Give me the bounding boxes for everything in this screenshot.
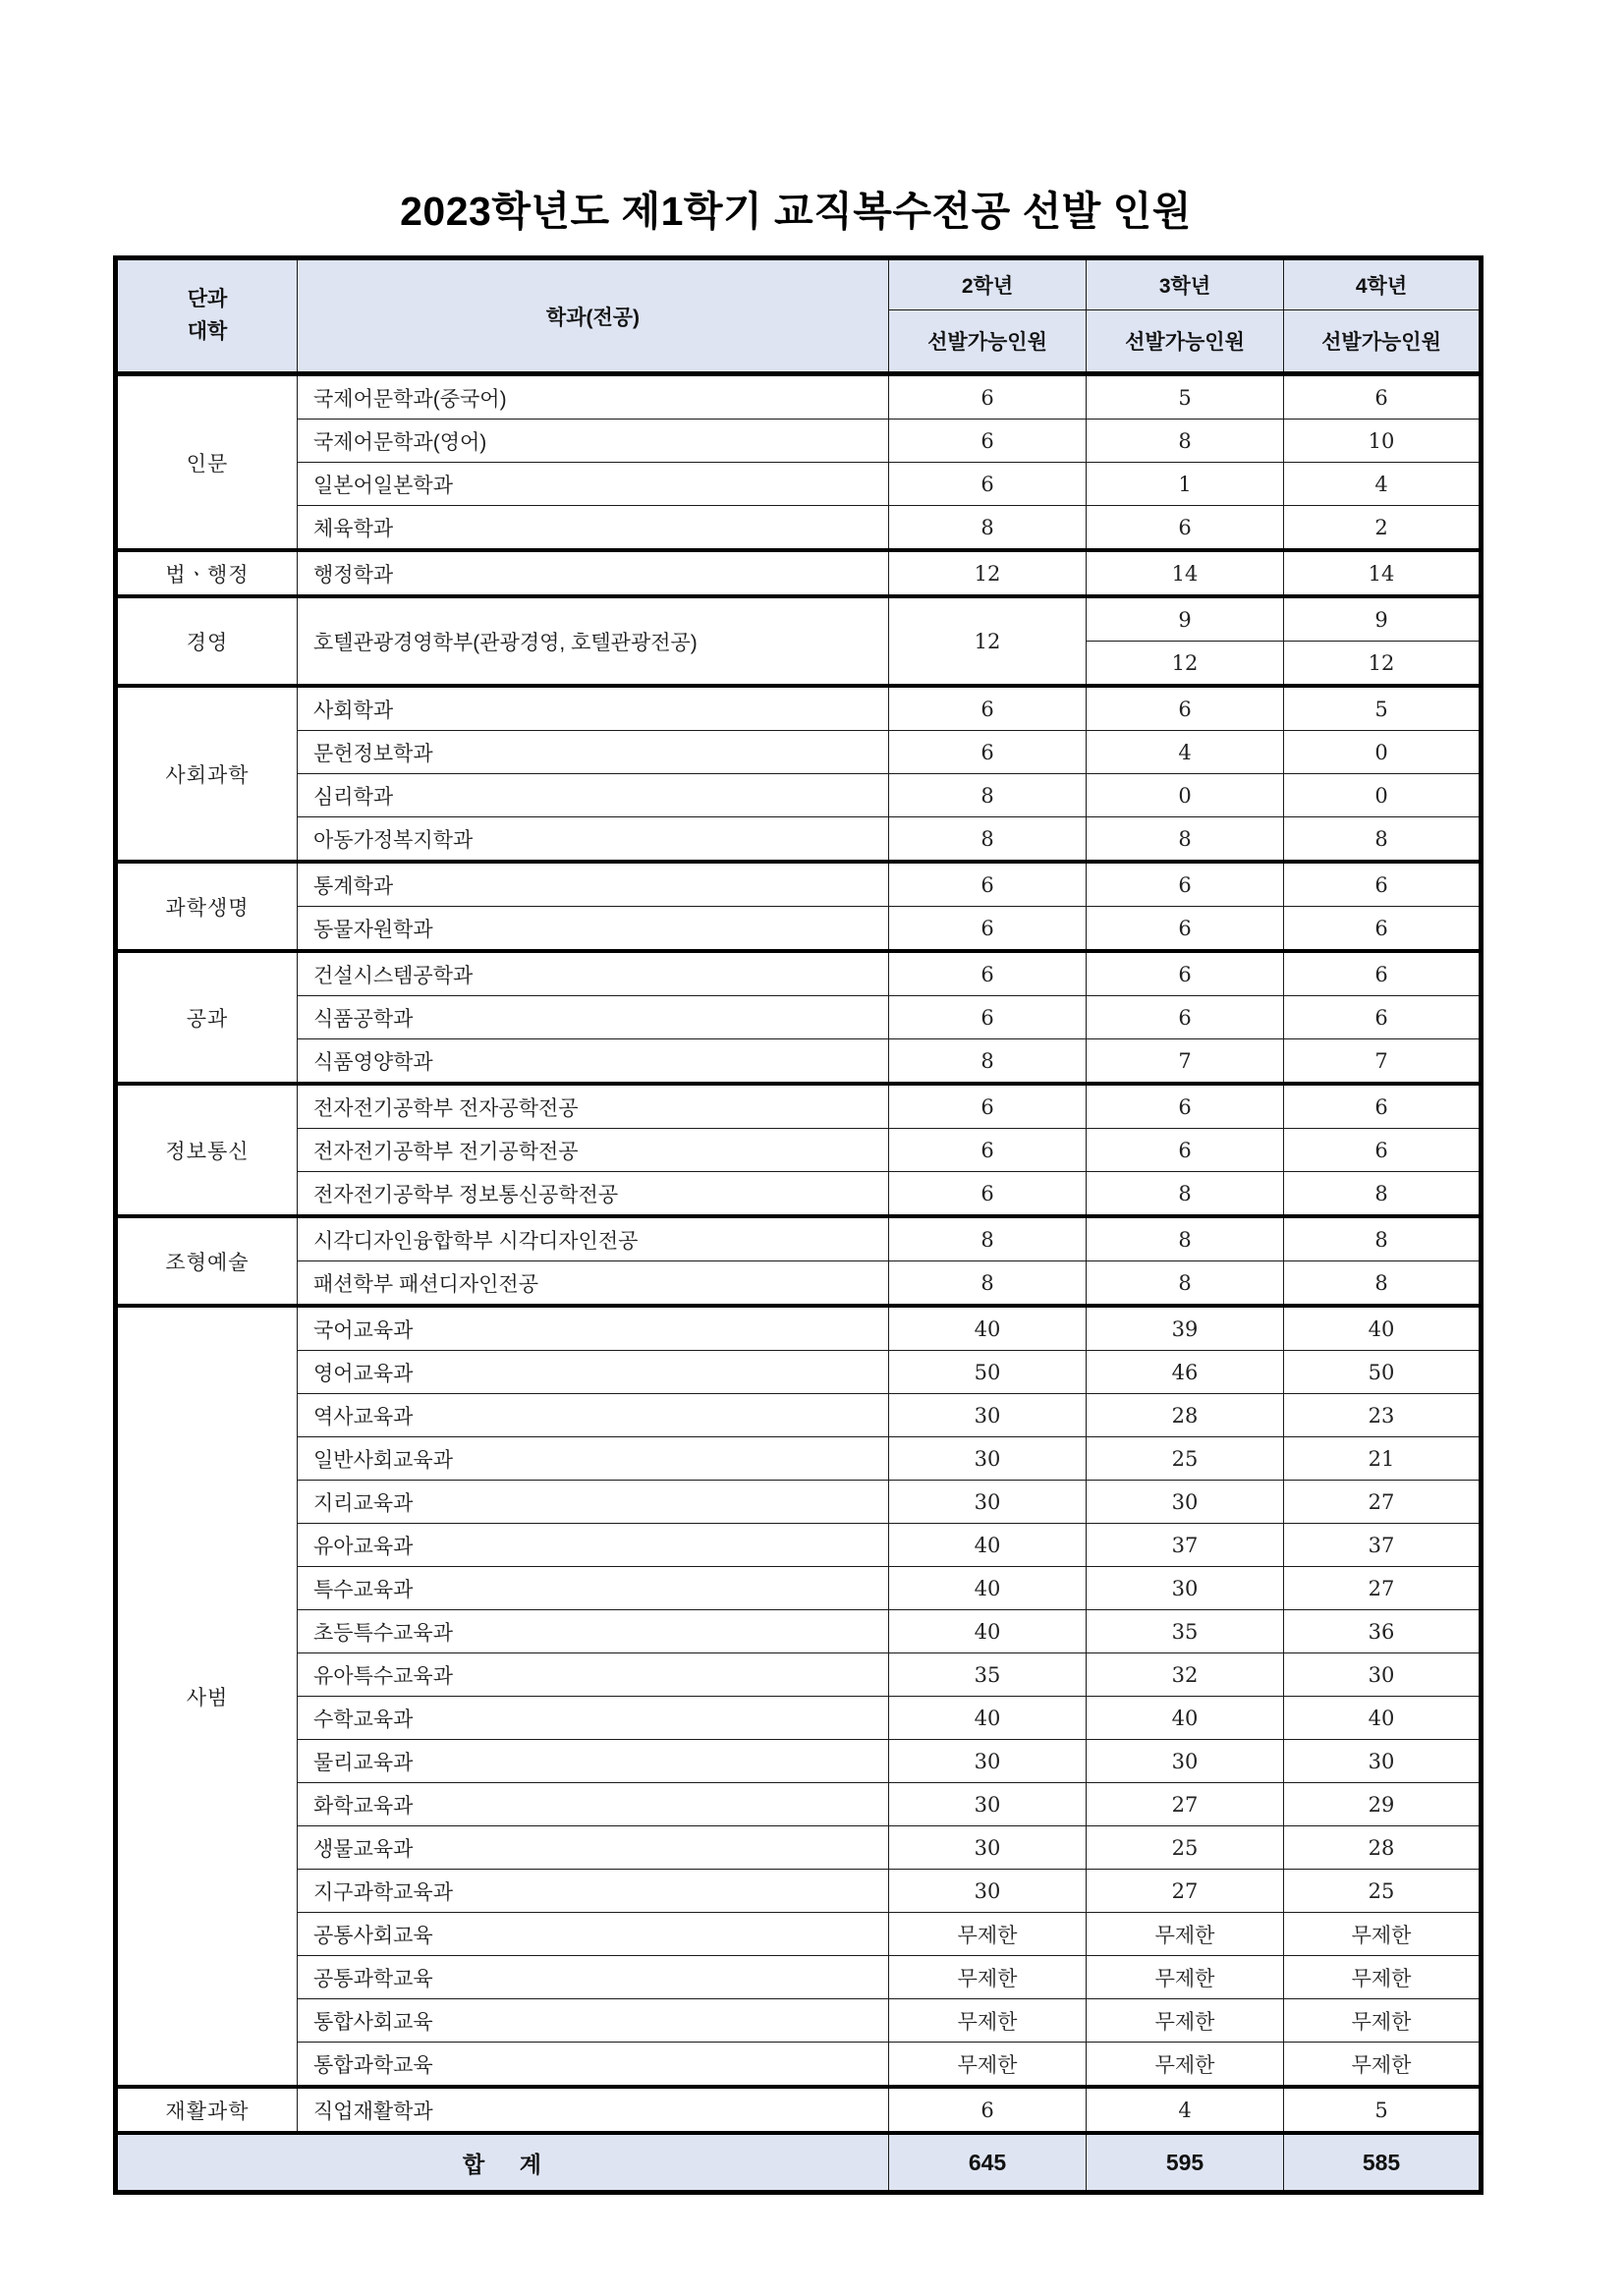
value-cell: 40	[889, 1306, 1087, 1351]
header-grade-2: 2학년	[889, 258, 1087, 310]
table-row	[116, 862, 1482, 907]
value-cell: 5	[1284, 686, 1482, 731]
value-cell: 40	[1087, 1697, 1284, 1740]
table-row	[116, 1084, 1482, 1129]
value-cell: 2	[1284, 506, 1482, 551]
dept-cell: 식품공학과	[298, 996, 889, 1039]
value-cell: 6	[889, 907, 1087, 952]
value-cell: 14	[1087, 550, 1284, 596]
value-cell: 8	[889, 1039, 1087, 1085]
table-row	[116, 1826, 1482, 1870]
table-row	[116, 1129, 1482, 1172]
dept-cell: 문헌정보학과	[298, 731, 889, 774]
table-row	[116, 420, 1482, 463]
dept-cell: 전자전기공학부 전기공학전공	[298, 1129, 889, 1172]
dept-cell: 직업재활학과	[298, 2087, 889, 2133]
value-cell: 무제한	[1087, 1956, 1284, 1999]
dept-cell: 아동가정복지학과	[298, 817, 889, 863]
value-cell: 무제한	[1284, 1913, 1482, 1956]
value-cell: 8	[889, 506, 1087, 551]
value-cell: 40	[889, 1697, 1087, 1740]
value-cell: 30	[889, 1481, 1087, 1524]
table-row	[116, 686, 1482, 731]
dept-cell: 유아특수교육과	[298, 1653, 889, 1697]
page-title: 2023학년도 제1학기 교직복수전공 선발 인원	[400, 189, 1192, 234]
table-row	[116, 1216, 1482, 1261]
value-cell: 6	[1284, 1129, 1482, 1172]
dept-cell: 국어교육과	[298, 1306, 889, 1351]
college-cell: 정보통신	[116, 1084, 298, 1216]
dept-cell: 건설시스템공학과	[298, 951, 889, 996]
college-cell: 과학생명	[116, 862, 298, 951]
value-cell: 6	[889, 862, 1087, 907]
value-cell: 8	[1087, 1261, 1284, 1307]
value-cell: 27	[1284, 1481, 1482, 1524]
value-cell: 6	[1284, 996, 1482, 1039]
table-row	[116, 2087, 1482, 2133]
value-cell: 0	[1284, 731, 1482, 774]
value-cell: 50	[889, 1351, 1087, 1394]
value-cell: 6	[889, 731, 1087, 774]
header-college	[116, 258, 298, 374]
total-row	[116, 2133, 1482, 2193]
table-row	[116, 1394, 1482, 1437]
value-cell: 8	[1087, 817, 1284, 863]
table-row	[116, 1261, 1482, 1307]
total-label: 합 계	[116, 2133, 889, 2193]
value-cell: 6	[889, 2087, 1087, 2133]
value-cell: 30	[1087, 1567, 1284, 1610]
table-row	[116, 2043, 1482, 2088]
value-cell: 37	[1087, 1524, 1284, 1567]
value-cell: 8	[1284, 817, 1482, 863]
dept-cell: 특수교육과	[298, 1567, 889, 1610]
value-cell: 37	[1284, 1524, 1482, 1567]
value-cell: 9	[1087, 596, 1284, 642]
dept-cell: 물리교육과	[298, 1740, 889, 1783]
value-cell: 6	[1087, 907, 1284, 952]
value-cell: 30	[889, 1826, 1087, 1870]
dept-cell: 공통사회교육	[298, 1913, 889, 1956]
value-cell: 27	[1087, 1783, 1284, 1826]
total-value-cell: 585	[1284, 2133, 1482, 2193]
table-row	[116, 731, 1482, 774]
value-cell: 6	[1284, 862, 1482, 907]
value-cell: 8	[1087, 1216, 1284, 1261]
table-row	[116, 463, 1482, 506]
table-row	[116, 1610, 1482, 1653]
value-cell: 28	[1087, 1394, 1284, 1437]
dept-cell: 공통과학교육	[298, 1956, 889, 1999]
value-cell: 6	[889, 951, 1087, 996]
value-cell: 40	[889, 1610, 1087, 1653]
header-department: 학과(전공)	[298, 258, 889, 374]
value-cell: 12	[889, 596, 1087, 686]
college-cell: 공과	[116, 951, 298, 1084]
value-cell: 30	[1087, 1481, 1284, 1524]
value-cell: 5	[1087, 374, 1284, 420]
table-row	[116, 1306, 1482, 1351]
table-row	[116, 1351, 1482, 1394]
value-cell: 무제한	[1284, 1999, 1482, 2043]
table-row	[116, 1913, 1482, 1956]
dept-cell: 시각디자인융합학부 시각디자인전공	[298, 1216, 889, 1261]
value-cell: 30	[889, 1783, 1087, 1826]
dept-cell: 화학교육과	[298, 1783, 889, 1826]
value-cell: 23	[1284, 1394, 1482, 1437]
value-cell: 30	[889, 1394, 1087, 1437]
value-cell: 12	[1087, 642, 1284, 687]
value-cell: 25	[1087, 1437, 1284, 1481]
value-cell: 25	[1087, 1826, 1284, 1870]
value-cell: 6	[1087, 1084, 1284, 1129]
value-cell: 8	[889, 817, 1087, 863]
value-cell: 21	[1284, 1437, 1482, 1481]
value-cell: 10	[1284, 420, 1482, 463]
value-cell: 12	[1284, 642, 1482, 687]
dept-cell: 일반사회교육과	[298, 1437, 889, 1481]
dept-cell: 생물교육과	[298, 1826, 889, 1870]
value-cell: 6	[889, 420, 1087, 463]
dept-cell: 수학교육과	[298, 1697, 889, 1740]
value-cell: 8	[1284, 1172, 1482, 1217]
college-cell: 인문	[116, 374, 298, 551]
value-cell: 1	[1087, 463, 1284, 506]
dept-cell: 체육학과	[298, 506, 889, 551]
value-cell: 25	[1284, 1870, 1482, 1913]
value-cell: 0	[1284, 774, 1482, 817]
table-row	[116, 1783, 1482, 1826]
value-cell: 7	[1284, 1039, 1482, 1085]
value-cell: 무제한	[889, 2043, 1087, 2088]
table-row	[116, 374, 1482, 420]
dept-cell: 지구과학교육과	[298, 1870, 889, 1913]
dept-cell: 호텔관광경영학부(관광경영, 호텔관광전공)	[298, 596, 889, 686]
value-cell: 8	[1284, 1261, 1482, 1307]
value-cell: 6	[889, 463, 1087, 506]
value-cell: 0	[1087, 774, 1284, 817]
value-cell: 무제한	[1087, 1999, 1284, 2043]
selection-table	[113, 255, 1484, 2195]
value-cell: 무제한	[889, 1999, 1087, 2043]
table-row	[116, 1956, 1482, 1999]
dept-cell: 동물자원학과	[298, 907, 889, 952]
value-cell: 6	[1284, 1084, 1482, 1129]
value-cell: 6	[1284, 907, 1482, 952]
value-cell: 6	[1284, 951, 1482, 996]
value-cell: 40	[1284, 1306, 1482, 1351]
dept-cell: 식품영양학과	[298, 1039, 889, 1085]
table-header	[116, 258, 1482, 374]
value-cell: 4	[1087, 731, 1284, 774]
table-row	[116, 1481, 1482, 1524]
value-cell: 50	[1284, 1351, 1482, 1394]
table-row	[116, 1524, 1482, 1567]
table-row	[116, 550, 1482, 596]
college-cell: 조형예술	[116, 1216, 298, 1306]
value-cell: 6	[889, 374, 1087, 420]
value-cell: 28	[1284, 1826, 1482, 1870]
value-cell: 6	[1087, 506, 1284, 551]
dept-cell: 일본어일본학과	[298, 463, 889, 506]
header-college-line2: 대학	[187, 319, 228, 343]
value-cell: 40	[1284, 1697, 1482, 1740]
dept-cell: 영어교육과	[298, 1351, 889, 1394]
value-cell: 32	[1087, 1653, 1284, 1697]
college-cell: 경영	[116, 596, 298, 686]
table-body	[116, 374, 1482, 2193]
dept-cell: 통계학과	[298, 862, 889, 907]
table-row	[116, 1740, 1482, 1783]
header-sub-2: 선발가능인원	[889, 310, 1087, 374]
table-row	[116, 996, 1482, 1039]
value-cell: 9	[1284, 596, 1482, 642]
value-cell: 4	[1087, 2087, 1284, 2133]
table-row	[116, 596, 1482, 642]
value-cell: 40	[889, 1567, 1087, 1610]
value-cell: 무제한	[889, 1913, 1087, 1956]
header-grade-3: 3학년	[1087, 258, 1284, 310]
value-cell: 6	[1087, 996, 1284, 1039]
value-cell: 7	[1087, 1039, 1284, 1085]
dept-cell: 전자전기공학부 정보통신공학전공	[298, 1172, 889, 1217]
value-cell: 35	[889, 1653, 1087, 1697]
value-cell: 30	[1284, 1740, 1482, 1783]
college-cell: 사범	[116, 1306, 298, 2087]
table-row	[116, 1870, 1482, 1913]
value-cell: 무제한	[889, 1956, 1087, 1999]
value-cell: 27	[1284, 1567, 1482, 1610]
value-cell: 무제한	[1284, 1956, 1482, 1999]
dept-cell: 심리학과	[298, 774, 889, 817]
table-row	[116, 1697, 1482, 1740]
value-cell: 39	[1087, 1306, 1284, 1351]
value-cell: 6	[889, 1084, 1087, 1129]
table-row	[116, 1567, 1482, 1610]
value-cell: 8	[889, 774, 1087, 817]
dept-cell: 행정학과	[298, 550, 889, 596]
value-cell: 12	[889, 550, 1087, 596]
total-value-cell: 645	[889, 2133, 1087, 2193]
value-cell: 27	[1087, 1870, 1284, 1913]
table-row	[116, 817, 1482, 863]
value-cell: 8	[1087, 1172, 1284, 1217]
table-row	[116, 1653, 1482, 1697]
value-cell: 무제한	[1284, 2043, 1482, 2088]
table-row	[116, 774, 1482, 817]
value-cell: 30	[889, 1870, 1087, 1913]
header-sub-3: 선발가능인원	[1087, 310, 1284, 374]
value-cell: 6	[889, 1129, 1087, 1172]
dept-cell: 패션학부 패션디자인전공	[298, 1261, 889, 1307]
dept-cell: 국제어문학과(영어)	[298, 420, 889, 463]
value-cell: 30	[889, 1740, 1087, 1783]
value-cell: 6	[889, 686, 1087, 731]
value-cell: 4	[1284, 463, 1482, 506]
value-cell: 30	[1087, 1740, 1284, 1783]
value-cell: 35	[1087, 1610, 1284, 1653]
value-cell: 14	[1284, 550, 1482, 596]
value-cell: 8	[1284, 1216, 1482, 1261]
value-cell: 5	[1284, 2087, 1482, 2133]
value-cell: 36	[1284, 1610, 1482, 1653]
college-cell: 사회과학	[116, 686, 298, 862]
dept-cell: 통합사회교육	[298, 1999, 889, 2043]
value-cell: 30	[1284, 1653, 1482, 1697]
college-cell: 재활과학	[116, 2087, 298, 2133]
dept-cell: 역사교육과	[298, 1394, 889, 1437]
table-row	[116, 1999, 1482, 2043]
header-sub-4: 선발가능인원	[1284, 310, 1482, 374]
value-cell: 46	[1087, 1351, 1284, 1394]
value-cell: 8	[889, 1216, 1087, 1261]
table-row	[116, 1172, 1482, 1217]
table-row	[116, 1039, 1482, 1085]
value-cell: 무제한	[1087, 2043, 1284, 2088]
value-cell: 6	[889, 1172, 1087, 1217]
header-row-grades	[116, 258, 1482, 310]
value-cell: 6	[1087, 862, 1284, 907]
value-cell: 30	[889, 1437, 1087, 1481]
value-cell: 무제한	[1087, 1913, 1284, 1956]
dept-cell: 초등특수교육과	[298, 1610, 889, 1653]
value-cell: 6	[1284, 374, 1482, 420]
college-cell: 법ㆍ행정	[116, 550, 298, 596]
value-cell: 8	[889, 1261, 1087, 1307]
dept-cell: 유아교육과	[298, 1524, 889, 1567]
dept-cell: 지리교육과	[298, 1481, 889, 1524]
header-grade-4: 4학년	[1284, 258, 1482, 310]
value-cell: 6	[1087, 1129, 1284, 1172]
total-value-cell: 595	[1087, 2133, 1284, 2193]
dept-cell: 국제어문학과(중국어)	[298, 374, 889, 420]
table-row	[116, 506, 1482, 551]
header-college-line1: 단과	[187, 287, 228, 310]
value-cell: 6	[1087, 686, 1284, 731]
dept-cell: 전자전기공학부 전자공학전공	[298, 1084, 889, 1129]
value-cell: 6	[889, 996, 1087, 1039]
table-row	[116, 951, 1482, 996]
value-cell: 6	[1087, 951, 1284, 996]
dept-cell: 통합과학교육	[298, 2043, 889, 2088]
value-cell: 29	[1284, 1783, 1482, 1826]
dept-cell: 사회학과	[298, 686, 889, 731]
table-row	[116, 1437, 1482, 1481]
value-cell: 8	[1087, 420, 1284, 463]
table-row	[116, 907, 1482, 952]
value-cell: 40	[889, 1524, 1087, 1567]
